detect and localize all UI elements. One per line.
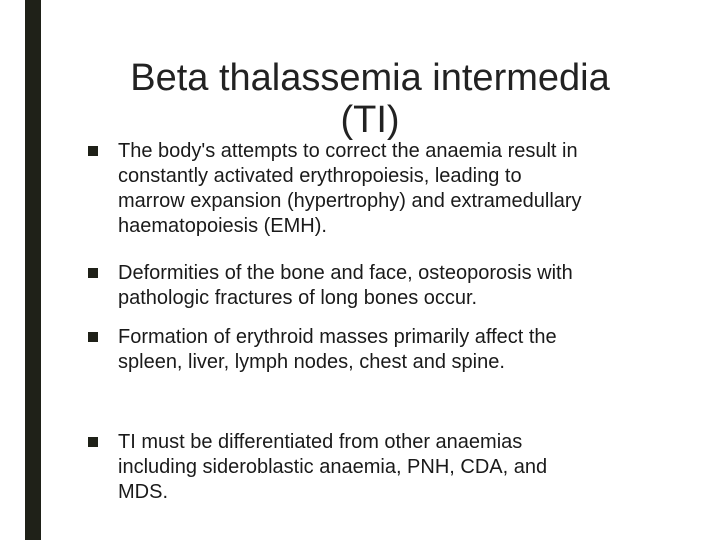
square-bullet-icon — [88, 437, 98, 447]
slide-title: Beta thalassemia intermedia (TI) — [130, 57, 610, 141]
bullet-text: The body's attempts to correct the anaemia result in constantly activated erythropoiesis, leading to marrow expansion (hypertrophy) and extramedullary haematopoiesis (EMH). — [118, 140, 582, 237]
bullet-item — [88, 325, 688, 375]
bullet-text: TI must be differentiated from other anaemias including sideroblastic anaemia, PNH, CDA, and MDS. — [118, 431, 548, 503]
bullet-item — [88, 261, 688, 311]
square-bullet-icon — [88, 146, 98, 156]
accent-bar — [25, 0, 41, 540]
bullet-text: Formation of erythroid masses primarily affect the spleen, liver, lymph nodes, chest and spine. — [118, 326, 557, 373]
bullet-text: Deformities of the bone and face, osteoporosis with pathologic fractures of long bones occur. — [118, 262, 573, 309]
bullet-item — [88, 139, 688, 239]
square-bullet-icon — [88, 332, 98, 342]
bullet-item — [88, 430, 688, 505]
square-bullet-icon — [88, 268, 98, 278]
